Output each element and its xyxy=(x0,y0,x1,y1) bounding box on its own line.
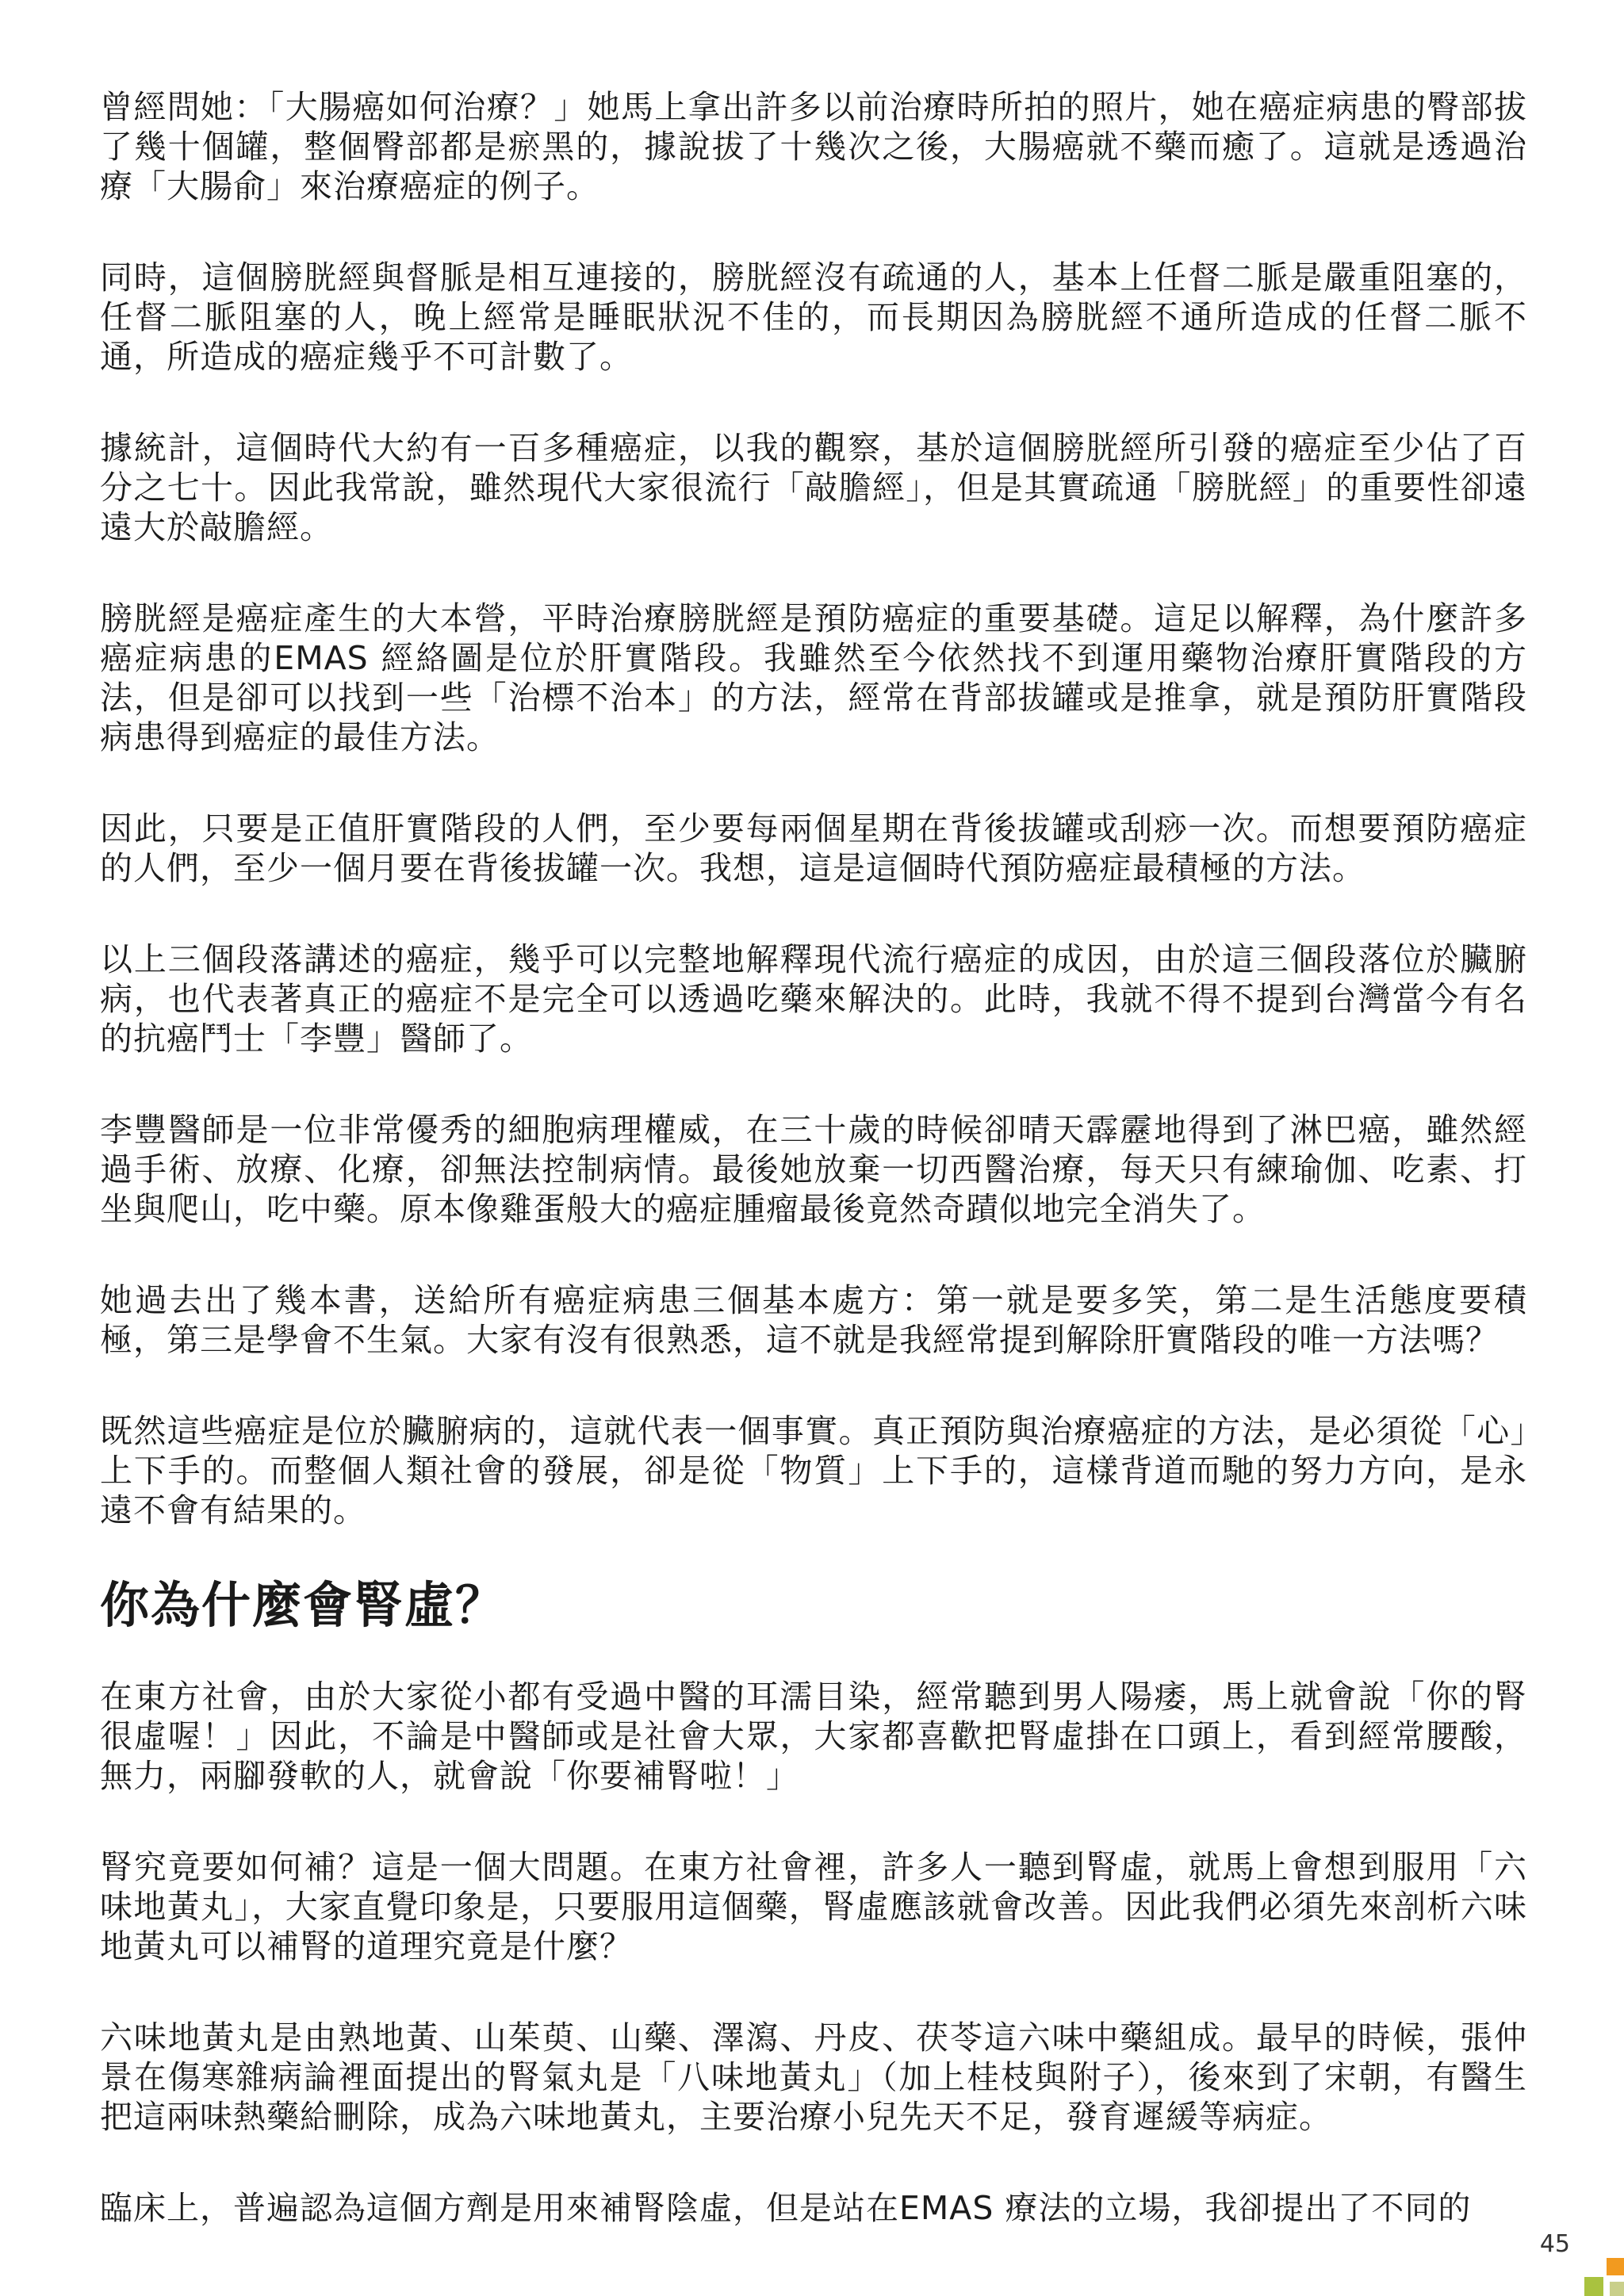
paragraph-how-to-tonify: 腎究竟要如何補？這是一個大問題。在東方社會裡，許多人一聽到腎虛，就馬上會想到服用「六味地黃丸」，大家直覺印象是，只要服用這個藥，腎虛應該就會改善。因此我們必須先來剖析六味地黃丸可以補腎的道理究竟是什麼？ xyxy=(100,1848,1527,1965)
orange-square-icon xyxy=(1607,2258,1624,2275)
paragraph-cancer-statistics: 據統計，這個時代大約有一百多種癌症，以我的觀察，基於這個膀胱經所引發的癌症至少佔了百分之七十。因此我常說，雖然現代大家很流行「敲膽經」，但是其實疏通「膀胱經」的重要性卻遠遠大於敲膽經。 xyxy=(100,429,1527,546)
paragraph-bladder-meridian-base: 膀胱經是癌症產生的大本營，平時治療膀胱經是預防癌症的重要基礎。這足以解釋，為什麼許多癌症病患的EMAS 經絡圖是位於肝實階段。我雖然至今依然找不到運用藥物治療肝實階段的方法，但是卻可以找到一些「治標不治本」的方法，經常在背部拔罐或是推拿，就是預防肝實階段病患得到癌症的最佳方法。 xyxy=(100,599,1527,756)
corner-decoration-icon xyxy=(1583,2255,1624,2296)
paragraph-bladder-meridian-governor: 同時，這個膀胱經與督脈是相互連接的，膀胱經沒有疏通的人，基本上任督二脈是嚴重阻塞的，任督二脈阻塞的人，晚上經常是睡眠狀況不佳的，而長期因為膀胱經不通所造成的任督二脈不通，所造成的癌症幾乎不可計數了。 xyxy=(100,258,1527,376)
paragraph-cupping-frequency: 因此，只要是正值肝實階段的人們，至少要每兩個星期在背後拔罐或刮痧一次。而想要預防癌症的人們，至少一個月要在背後拔罐一次。我想，這是這個時代預防癌症最積極的方法。 xyxy=(100,809,1527,887)
paragraph-six-herbs: 六味地黃丸是由熟地黃、山茱萸、山藥、澤瀉、丹皮、茯苓這六味中藥組成。最早的時候，張仲景在傷寒雜病論裡面提出的腎氣丸是「八味地黃丸」（加上桂枝與附子），後來到了宋朝，有醫生把這兩味熱藥給刪除，成為六味地黃丸，主要治療小兒先天不足，發育遲緩等病症。 xyxy=(100,2019,1527,2136)
paragraph-clinical-view: 臨床上，普遍認為這個方劑是用來補腎陰虛，但是站在EMAS 療法的立場，我卻提出了不同的 xyxy=(100,2189,1472,2227)
paragraph-three-prescriptions: 她過去出了幾本書，送給所有癌症病患三個基本處方：第一就是要多笑，第二是生活態度要積極，第三是學會不生氣。大家有沒有很熟悉，這不就是我經常提到解除肝實階段的唯一方法嗎？ xyxy=(100,1281,1527,1359)
page-content xyxy=(100,87,1527,2279)
paragraph-organ-disease: 以上三個段落講述的癌症，幾乎可以完整地解釋現代流行癌症的成因，由於這三個段落位於臟腑病，也代表著真正的癌症不是完全可以透過吃藥來解決的。此時，我就不得不提到台灣當今有名的抗癌鬥士「李豐」醫師了。 xyxy=(100,940,1527,1058)
page-number: 45 xyxy=(1539,2230,1570,2258)
olive-square-icon xyxy=(1610,2282,1624,2296)
paragraph-eastern-society: 在東方社會，由於大家從小都有受過中醫的耳濡目染，經常聽到男人陽痿，馬上就會說「你的腎很虛喔！」因此，不論是中醫師或是社會大眾，大家都喜歡把腎虛掛在口頭上，看到經常腰酸，無力，兩腳發軟的人，就會說「你要補腎啦！」 xyxy=(100,1678,1527,1795)
paragraph-heart-vs-material: 既然這些癌症是位於臟腑病的，這就代表一個事實。真正預防與治療癌症的方法，是必須從「心」上下手的。而整個人類社會的發展，卻是從「物質」上下手的，這樣背道而馳的努力方向，是永遠不會有結果的。 xyxy=(100,1412,1527,1529)
section-heading-kidney-deficiency: 你為什麼會腎虛？ xyxy=(100,1576,507,1634)
paragraph-dr-li-feng: 李豐醫師是一位非常優秀的細胞病理權威，在三十歲的時候卻晴天霹靂地得到了淋巴癌，雖然經過手術、放療、化療，卻無法控制病情。最後她放棄一切西醫治療，每天只有練瑜伽、吃素、打坐與爬山，吃中藥。原本像雞蛋般大的癌症腫瘤最後竟然奇蹟似地完全消失了。 xyxy=(100,1111,1527,1228)
paragraph-colorectal-cupping: 曾經問她：「大腸癌如何治療？」她馬上拿出許多以前治療時所拍的照片，她在癌症病患的臀部拔了幾十個罐，整個臀部都是瘀黑的，據說拔了十幾次之後，大腸癌就不藥而癒了。這就是透過治療「大腸俞」來治療癌症的例子。 xyxy=(100,88,1527,205)
green-square-icon xyxy=(1584,2277,1603,2296)
